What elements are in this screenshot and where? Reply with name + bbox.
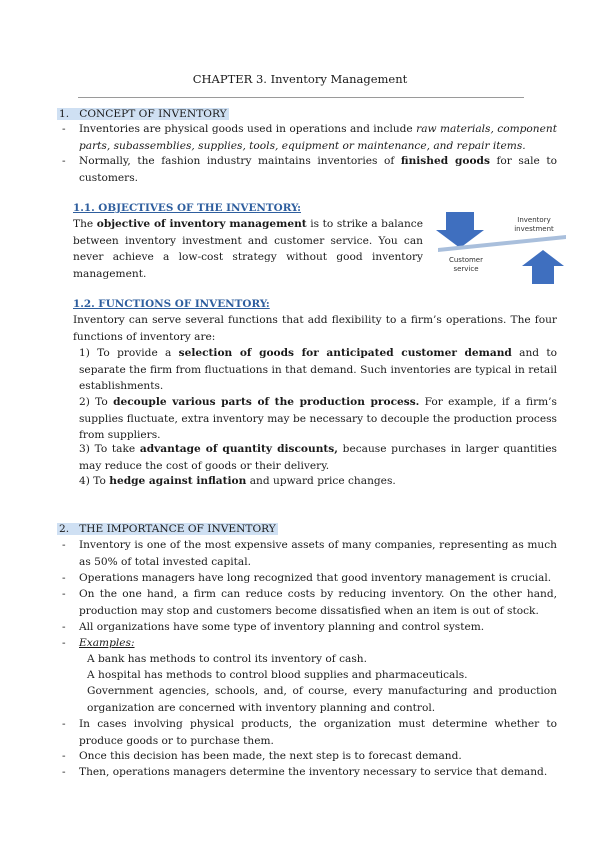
bullet-dash: - xyxy=(62,123,66,135)
example-3: Government agencies, schools, and, of course, every manufacturing and production organization are concerned with inventory planning and control. xyxy=(87,685,557,714)
sec2-bullet-1: Inventory is one of the most expensive assets of many companies, representing as much as 50% of total invested capital. xyxy=(79,539,557,568)
sec2-bullet-4: All organizations have some type of inventory planning and control system. xyxy=(79,621,485,633)
function-2: 2) To decouple various parts of the production process. For example, if a firm’s supplies fluctuate, extra inventory may be necessary to decouple the production process from suppliers. xyxy=(79,396,557,441)
objectives-paragraph: The objective of inventory management is to strike a balance between inventory investment and customer service. You can never achieve a low-cost strategy without good inventory management. xyxy=(73,218,423,280)
bullet-dash: - xyxy=(62,766,66,778)
example-1: A bank has methods to control its inventory of cash. xyxy=(87,653,367,665)
svg-text:service: service xyxy=(453,265,479,273)
bullet-dash: - xyxy=(62,637,66,649)
section-2-heading xyxy=(57,521,357,538)
bullet-dash: - xyxy=(62,572,66,584)
section-number: 2. xyxy=(59,523,70,535)
bullet-dash: - xyxy=(62,539,66,551)
bullet-dash: - xyxy=(62,621,66,633)
inventory-investment-label: Inventory xyxy=(517,216,551,224)
example-2: A hospital has methods to control blood supplies and pharmaceuticals. xyxy=(87,669,468,681)
bullet-dash: - xyxy=(62,718,66,730)
subsection-1-2-heading: 1.2. FUNCTIONS OF INVENTORY: xyxy=(73,298,270,310)
examples-label: Examples: xyxy=(79,637,135,649)
svg-text:investment: investment xyxy=(514,225,554,233)
section-title: THE IMPORTANCE OF INVENTORY xyxy=(79,523,276,535)
sec2-bullet-5: In cases involving physical products, the organization must determine whether to produce goods or to purchase them. xyxy=(79,718,557,747)
functions-intro: Inventory can serve several functions that add flexibility to a firm’s operations. The four functions of inventory are: xyxy=(73,314,557,343)
section-title: CONCEPT OF INVENTORY xyxy=(79,108,227,120)
bullet-dash: - xyxy=(62,588,66,600)
customer-service-label: Customer xyxy=(448,256,484,264)
bullet-dash: - xyxy=(62,750,66,762)
sec2-bullet-2: Operations managers have long recognized that good inventory management is crucial. xyxy=(79,572,552,584)
sec2-bullet-3: On the one hand, a firm can reduce costs by reducing inventory. On the other hand, production may stop and customers become dissatisfied when an item is out of stock. xyxy=(79,588,557,617)
down-arrow-icon xyxy=(436,212,484,248)
sec1-bullet-1: Inventories are physical goods used in operations and include raw materials, component parts, subassemblies, supplies, tools, equipment or maintenance, and repair items. xyxy=(79,123,557,152)
page-title: CHAPTER 3. Inventory Management xyxy=(192,72,408,86)
subsection-1-1-heading: 1.1. OBJECTIVES OF THE INVENTORY: xyxy=(73,202,301,214)
sec2-bullet-6: Once this decision has been made, the next step is to forecast demand. xyxy=(79,750,462,762)
section-number: 1. xyxy=(59,108,70,120)
function-1: 1) To provide a selection of goods for anticipated customer demand and to separate the firm from fluctuations in that demand. Such inventories are typical in retail establishments. xyxy=(79,347,557,392)
bullet-dash: - xyxy=(62,155,66,167)
function-3: 3) To take advantage of quantity discounts, because purchases in larger quantities may reduce the cost of goods or their delivery. xyxy=(79,443,557,472)
balance-diagram xyxy=(436,210,570,286)
title-divider xyxy=(78,97,524,98)
function-4: 4) To hedge against inflation and upward price changes. xyxy=(79,475,396,487)
sec1-bullet-2: Normally, the fashion industry maintains inventories of finished goods for sale to customers. xyxy=(79,155,557,184)
sec2-bullet-7: Then, operations managers determine the inventory necessary to service that demand. xyxy=(79,766,548,778)
up-arrow-icon xyxy=(522,250,564,284)
